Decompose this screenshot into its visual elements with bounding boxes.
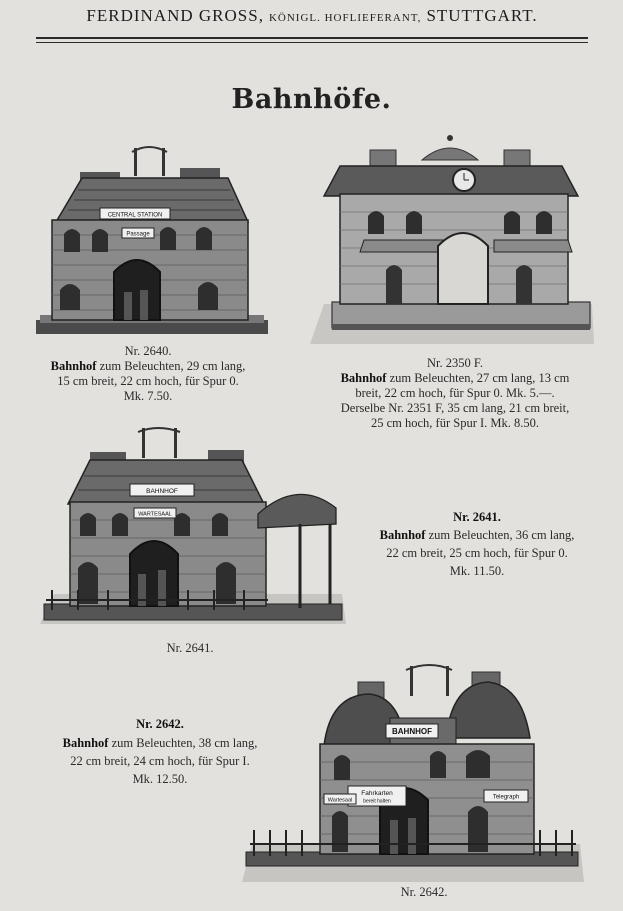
caption-2642-line1: zum Beleuchten, 38 cm lang,	[108, 736, 258, 750]
caption-2350f-line2: breit, 22 cm hoch, für Spur 0. Mk. 5.—.	[355, 386, 555, 400]
caption-2350f-desc	[308, 371, 602, 386]
header-rule-thin	[36, 42, 588, 43]
caption-2640-price: Mk. 7.50.	[123, 389, 173, 403]
station-2641-sign-main: BAHNHOF	[146, 488, 178, 495]
caption-2640-nr: Nr. 2640.	[124, 344, 172, 358]
station-2641-image	[38, 424, 348, 640]
station-2640-image	[34, 140, 270, 340]
header-company: FERDINAND GROSS,	[86, 6, 264, 25]
page-title: Bahnhöfe.	[231, 84, 392, 115]
caption-2641-under-image: Nr. 2641.	[166, 641, 214, 655]
caption-2640-bold: Bahnhof	[50, 359, 97, 373]
caption-2640	[18, 344, 278, 404]
caption-2642-bold: Bahnhof	[62, 736, 109, 750]
caption-2642-line2: 22 cm breit, 24 cm hoch, für Spur I.	[70, 754, 250, 768]
caption-2641-line2: 22 cm breit, 25 cm hoch, für Spur 0.	[386, 546, 568, 560]
caption-2641-line1: zum Beleuchten, 36 cm lang,	[425, 528, 575, 542]
station-2642-sign-ready: bereit halten	[363, 798, 391, 805]
caption-2641-nr: Nr. 2641.	[453, 510, 501, 524]
station-2642-sign-waiting: Wartesaal	[327, 797, 353, 804]
caption-2642-price: Mk. 12.50.	[132, 772, 188, 786]
caption-2350f-line1: zum Beleuchten, 27 cm lang, 13 cm	[386, 371, 570, 385]
station-2642-sign-telegraph: Telegraph	[492, 794, 520, 801]
header-city: STUTTGART.	[426, 6, 538, 25]
caption-2350f-line3: Derselbe Nr. 2351 F, 35 cm lang, 21 cm breit,	[340, 401, 570, 415]
station-2641-sign-waiting: WARTESAAL	[138, 511, 172, 518]
caption-2640-desc	[18, 359, 278, 374]
caption-2640-line2: 15 cm breit, 22 cm hoch, für Spur 0.	[57, 374, 239, 388]
caption-2641-desc	[352, 528, 602, 543]
station-2640-sign-passage: Passage	[126, 231, 150, 238]
caption-2641-bold: Bahnhof	[379, 528, 426, 542]
header-rule-thick	[36, 37, 588, 39]
station-2642-sign-tickets: Fahrkarten	[361, 790, 393, 797]
caption-2641-price: Mk. 11.50.	[449, 564, 505, 578]
caption-2641	[352, 510, 602, 579]
station-2640-sign-main: CENTRAL STATION	[107, 212, 163, 219]
caption-2350f	[308, 356, 602, 431]
caption-2350f-line4: 25 cm hoch, für Spur I. Mk. 8.50.	[370, 416, 540, 430]
caption-2350f-bold: Bahnhof	[340, 371, 387, 385]
caption-2642-under-image: Nr. 2642.	[400, 885, 448, 899]
caption-2640-line1: zum Beleuchten, 29 cm lang,	[96, 359, 246, 373]
caption-2350f-nr: Nr. 2350 F.	[427, 356, 483, 370]
header-title: KÖNIGL. HOFLIEFERANT,	[268, 12, 422, 24]
page-header	[36, 6, 588, 36]
station-2642-image	[240, 660, 586, 886]
station-2350f-image	[310, 134, 595, 354]
caption-2642-nr: Nr. 2642.	[136, 717, 184, 731]
station-2642-sign-main: BAHNHOF	[392, 727, 432, 736]
